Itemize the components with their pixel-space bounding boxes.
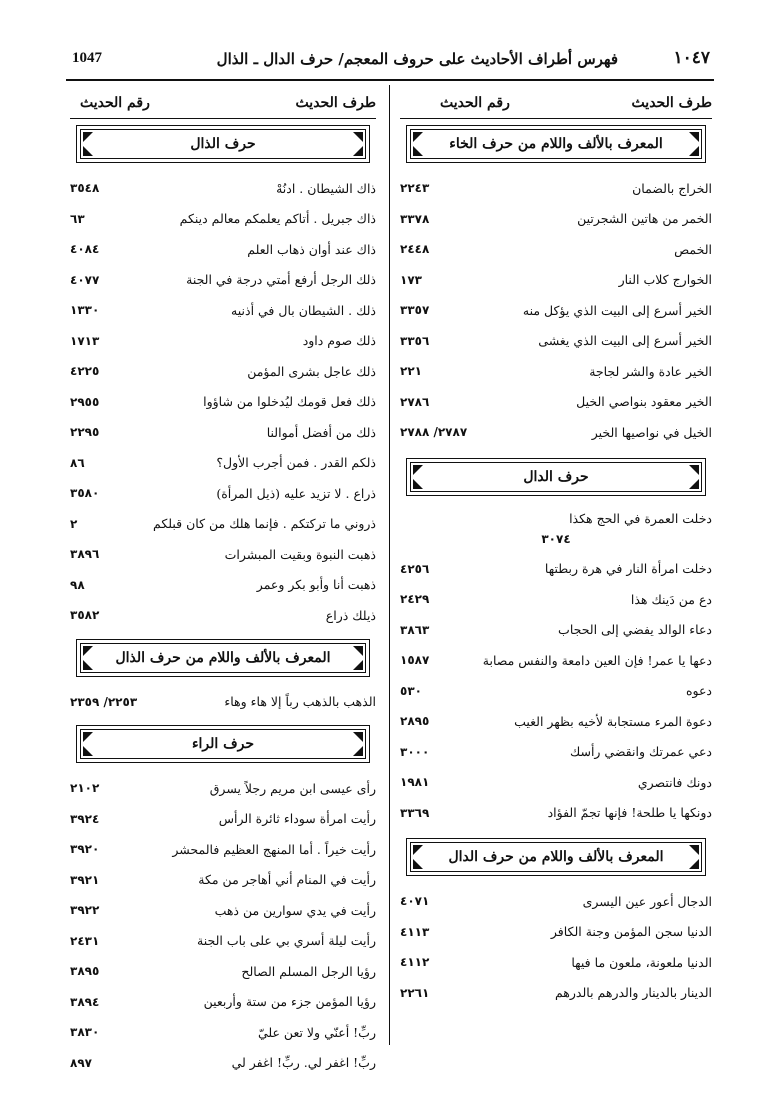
hadith-text: الخراج بالضمان xyxy=(632,180,712,196)
top-rule xyxy=(66,79,714,81)
hadith-text: الدينار بالدينار والدرهم بالدرهم xyxy=(554,985,712,1001)
column-divider xyxy=(389,85,390,1045)
hadith-number: ٣٩٢٠ xyxy=(70,842,100,857)
hadith-number: ٢ xyxy=(70,516,78,531)
list-item xyxy=(70,804,376,835)
list-item xyxy=(70,1017,376,1048)
left-column xyxy=(70,88,376,1078)
hadith-number: ٣٨٣٠ xyxy=(70,1025,100,1040)
hadith-number: ٣٠٧٤ xyxy=(541,531,571,546)
hadith-number: ٩٨ xyxy=(70,577,85,592)
list-item xyxy=(400,917,712,948)
hadith-number: ٢٧٨٧/ ٢٧٨٨ xyxy=(400,425,468,440)
hadith-number: ٣٨٦٣ xyxy=(400,622,430,637)
section-title: حرف الدال xyxy=(523,468,589,485)
hadith-text: ذلك الرجل أرفع أمتي درجة في الجنة xyxy=(186,272,376,288)
hadith-number: ٣٨٩٦ xyxy=(70,547,100,562)
hadith-text: دعي عمرتك وانقضي رأسك xyxy=(569,744,712,760)
list-item xyxy=(400,737,712,768)
list-item xyxy=(70,356,376,387)
list-item xyxy=(400,295,712,326)
hadith-number: ٤٢٢٥ xyxy=(70,364,100,379)
list-item xyxy=(400,676,712,707)
hadith-text: رأيت امرأة سوداء ثائرة الرأس xyxy=(218,811,376,827)
hadith-text: دعوة المرء مستجابة لأخيه بظهر الغيب xyxy=(514,713,712,729)
hadith-number: ٢١٠٢ xyxy=(70,781,100,796)
hadith-number: ٣٩٢١ xyxy=(70,872,100,887)
page-number-left: 1047 xyxy=(72,50,102,66)
list-item xyxy=(70,600,376,631)
list-item xyxy=(400,356,712,387)
right-column xyxy=(400,88,712,1008)
hadith-number: ٥٣٠ xyxy=(400,683,422,698)
hadith-number: ٣٣٦٩ xyxy=(400,805,430,820)
number-label: رقم الحديث xyxy=(80,95,150,111)
list-item xyxy=(400,387,712,418)
hadith-text: ذلك من أفضل أموالنا xyxy=(266,424,376,440)
hadith-text: رأيت ليلة أسري بي على باب الجنة xyxy=(197,933,376,949)
list-item xyxy=(70,173,376,204)
hadith-number: ٤٠٧١ xyxy=(400,894,430,909)
list-item xyxy=(400,173,712,204)
hadith-text: ذاك الشيطان . ادنُهْ xyxy=(276,180,376,196)
section-title: المعرف بالألف واللام من حرف الدال xyxy=(448,849,664,865)
list-item xyxy=(400,645,712,676)
hadith-text: الخوارج كلاب النار xyxy=(618,272,712,288)
hadith-text: ذلكم القدر . فمن أجرب الأول؟ xyxy=(216,455,376,471)
section-title: حرف الراء xyxy=(191,736,255,752)
hadith-number: ٣٥٨٠ xyxy=(70,486,100,501)
column-label: طرف الحديث xyxy=(631,95,712,111)
hadith-text: الخير معقود بنواصي الخيل xyxy=(576,394,712,410)
hadith-text: الخير أسرع إلى البيت الذي يؤكل منه xyxy=(522,302,712,318)
hadith-number: ٣٥٨٢ xyxy=(70,608,100,623)
hadith-text: دونكها يا طلحة! فإنها تجمّ الفؤاد xyxy=(547,805,712,821)
hadith-text: الخيل في نواصيها الخير xyxy=(591,424,712,440)
list-item xyxy=(400,978,712,1009)
hadith-text: ذراع . لا تزيد عليه (ذيل المرأة) xyxy=(216,485,376,501)
list-item xyxy=(70,1048,376,1079)
hadith-number: ٤١١٢ xyxy=(400,955,430,970)
hadith-number: ٢٩٥٥ xyxy=(70,394,100,409)
hadith-text: ذلك . الشيطان بال في أذنيه xyxy=(231,302,376,318)
hadith-text: الخمر من هاتين الشجرتين xyxy=(577,211,712,227)
hadith-text: دعاء الوالد يفضي إلى الحجاب xyxy=(558,622,712,638)
list-item xyxy=(400,767,712,798)
hadith-number: ٨٩٧ xyxy=(70,1055,92,1070)
hadith-text: رأيت في المنام أني أهاجر من مكة xyxy=(198,872,376,888)
list-item xyxy=(400,886,712,917)
hadith-number: ١٥٨٧ xyxy=(400,653,430,668)
list-item xyxy=(70,417,376,448)
hadith-text: ذاك عند أوان ذهاب العلم xyxy=(247,241,376,257)
hadith-text: رؤيا الرجل المسلم الصالح xyxy=(241,963,376,979)
list-item xyxy=(400,584,712,615)
hadith-number: ٢٤٢٩ xyxy=(400,592,430,607)
list-item xyxy=(400,706,712,737)
hadith-text: ذروني ما تركتكم . فإنما هلك من كان قبلكم xyxy=(153,516,376,532)
list-item xyxy=(400,326,712,357)
hadith-number: ٣٨٩٤ xyxy=(70,994,100,1009)
hadith-number: ٣٣٧٨ xyxy=(400,211,430,226)
running-title: فهرس أطراف الأحاديث على حروف المعجم/ حرف الدال ـ الذال xyxy=(216,50,618,68)
hadith-number: ٢٢٦١ xyxy=(400,985,430,1000)
hadith-number: ٤٠٧٧ xyxy=(70,272,100,287)
header-rule xyxy=(400,118,712,119)
list-item xyxy=(70,509,376,540)
list-item xyxy=(400,615,712,646)
hadith-number: ١٧١٣ xyxy=(70,333,100,348)
list-item xyxy=(400,265,712,296)
hadith-text: دعوه xyxy=(685,683,712,699)
hadith-text: ذهبت أنا وأبو بكر وعمر xyxy=(256,577,376,593)
hadith-number: ٣٣٥٧ xyxy=(400,303,430,318)
hadith-text: رأيت خيراً . أما المنهج العظيم فالمحشر xyxy=(172,841,376,857)
page-number-right: ١٠٤٧ xyxy=(673,48,710,68)
list-item xyxy=(400,417,712,448)
hadith-text: ذيلك ذراع xyxy=(325,607,376,623)
hadith-text: الدنيا سجن المؤمن وجنة الكافر xyxy=(550,924,712,940)
list-item xyxy=(70,539,376,570)
hadith-text: دعها يا عمر! فإن العين دامعة والنفس مصابة xyxy=(482,652,712,668)
hadith-text: رؤيا المؤمن جزء من ستة وأربعين xyxy=(203,994,376,1010)
section-heading xyxy=(76,639,370,677)
hadith-text: دخلت العمرة في الحج هكذا xyxy=(569,511,712,526)
hadith-text: ذلك عاجل بشرى المؤمن xyxy=(247,363,376,379)
hadith-number: ٢٢١ xyxy=(400,364,422,379)
list-item xyxy=(70,570,376,601)
hadith-text: ربِّ! أعنّي ولا تعن عليّ xyxy=(257,1024,376,1040)
header-rule xyxy=(70,118,376,119)
list-item xyxy=(70,448,376,479)
hadith-number: ٤٢٥٦ xyxy=(400,561,430,576)
list-item xyxy=(400,506,712,532)
hadith-text: ذاك جبريل . أتاكم يعلمكم معالم دينكم xyxy=(179,211,376,227)
list-item xyxy=(70,326,376,357)
section-heading xyxy=(406,838,706,876)
hadith-number: ٢٢٤٣ xyxy=(400,181,430,196)
list-item xyxy=(70,865,376,896)
list-item xyxy=(400,947,712,978)
section-heading xyxy=(76,125,370,163)
section-heading xyxy=(76,725,370,763)
section-title: المعرف بالألف واللام من حرف الذال xyxy=(115,649,331,666)
hadith-text: الدنيا ملعونة، ملعون ما فيها xyxy=(571,954,712,970)
hadith-text: الدجال أعور عين اليسرى xyxy=(582,893,712,909)
hadith-text: دونك فانتصري xyxy=(637,774,712,790)
hadith-text: ذهبت النبوة وبقيت المبشرات xyxy=(224,546,376,562)
hadith-text: دخلت امرأة النار في هرة ربطتها xyxy=(544,561,712,577)
hadith-text: رأى عيسى ابن مريم رجلاً يسرق xyxy=(209,780,376,796)
section-heading xyxy=(406,458,706,496)
hadith-text: رأيت في يدي سوارين من ذهب xyxy=(214,902,376,918)
section-title: المعرف بالألف واللام من حرف الخاء xyxy=(449,136,663,152)
hadith-number: ٣٨٩٥ xyxy=(70,964,100,979)
hadith-number: ١٩٨١ xyxy=(400,775,430,790)
column-header xyxy=(70,88,376,118)
list-item xyxy=(70,956,376,987)
hadith-number: ٣٣٥٦ xyxy=(400,333,430,348)
hadith-number: ٢٧٨٦ xyxy=(400,394,430,409)
list-item xyxy=(70,834,376,865)
hadith-text: ربِّ! اغفر لي. ربِّ! اغفر لي xyxy=(231,1055,376,1071)
hadith-number: ٦٣ xyxy=(70,211,85,226)
list-item xyxy=(70,234,376,265)
hadith-number: ٢٤٣١ xyxy=(70,933,100,948)
hadith-number: ٢٢٩٥ xyxy=(70,425,100,440)
hadith-number: ١٧٣ xyxy=(400,272,422,287)
list-item xyxy=(70,687,376,718)
hadith-number: ٤١١٣ xyxy=(400,924,430,939)
section-title: حرف الذال xyxy=(190,136,256,152)
column-label: طرف الحديث xyxy=(295,95,376,111)
hadith-number: ٨٦ xyxy=(70,455,85,470)
hadith-text: الخير أسرع إلى البيت الذي يغشى xyxy=(538,333,712,349)
list-item xyxy=(70,895,376,926)
column-header xyxy=(400,88,712,118)
hadith-text: دع من دَينك هذا xyxy=(630,591,712,607)
number-label: رقم الحديث xyxy=(440,95,510,111)
list-item xyxy=(70,478,376,509)
list-item xyxy=(400,554,712,585)
list-item xyxy=(400,234,712,265)
hadith-number: ٢٤٤٨ xyxy=(400,242,430,257)
hadith-text: الخير عادة والشر لجاجة xyxy=(589,363,712,379)
list-item xyxy=(70,926,376,957)
hadith-number: ٣٩٢٤ xyxy=(70,811,100,826)
hadith-number: ٢٨٩٥ xyxy=(400,714,430,729)
hadith-text: الذهب بالذهب رباً إلا هاء وهاء xyxy=(224,694,376,710)
list-item xyxy=(70,265,376,296)
hadith-text: ذلك فعل قومك ليُدخلوا من شاؤوا xyxy=(203,394,376,410)
list-item xyxy=(70,387,376,418)
hadith-number: ٣٩٢٢ xyxy=(70,903,100,918)
section-heading xyxy=(406,125,706,163)
hadith-text: ذلك صوم داود xyxy=(302,333,376,349)
list-item xyxy=(400,798,712,829)
list-item xyxy=(400,204,712,235)
hadith-number: ٣٥٤٨ xyxy=(70,181,100,196)
hadith-number: ١٣٣٠ xyxy=(70,303,100,318)
list-item xyxy=(70,773,376,804)
list-item xyxy=(70,987,376,1018)
hadith-text: الخمص xyxy=(674,241,712,257)
hadith-number: ٤٠٨٤ xyxy=(70,242,100,257)
hadith-number: ٢٢٥٣/ ٢٣٥٩ xyxy=(70,694,138,709)
list-item xyxy=(70,295,376,326)
list-item xyxy=(70,204,376,235)
hadith-number: ٣٠٠٠ xyxy=(400,744,430,759)
